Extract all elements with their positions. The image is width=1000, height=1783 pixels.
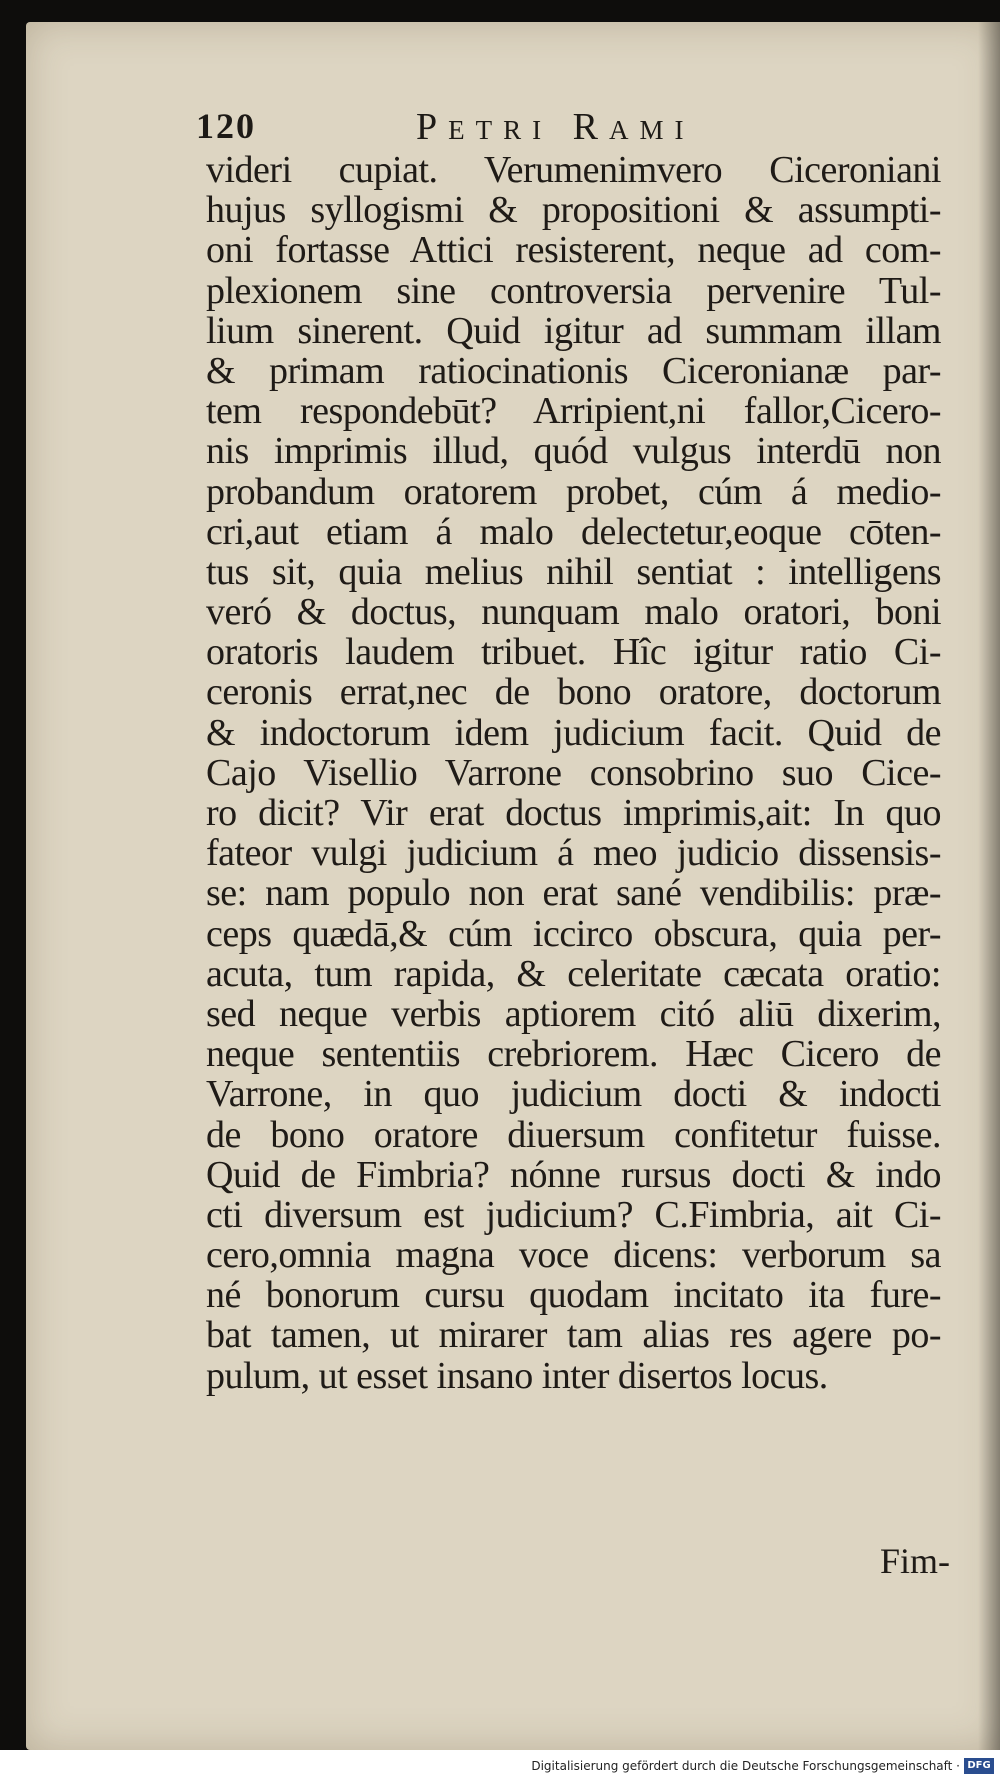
digitization-credit: Digitalisierung gefördert durch die Deutsche Forschungsgemeinschaft · [531,1759,960,1773]
text-line: pulum, ut esset insano inter disertos locus. [206,1354,828,1397]
page-gutter-shadow [978,22,1000,1750]
text-line: videri cupiat. Verumenimvero Ciceroniani [206,149,941,191]
text-line: bat tamen, ut mirarer tam alias res agere po- [206,1314,941,1357]
text-line: ceps quædā,& cúm iccirco obscura, quia per- [206,912,941,955]
text-line: cri,aut etiam á malo delectetur,eoque cōten- [206,510,941,553]
text-line: probandum oratorem probet, cúm á medio- [206,470,941,513]
text-line: ceronis errat,nec de bono oratore, doctorum [206,671,941,714]
footer-bar [0,1750,1000,1783]
text-line: hujus syllogismi & propositioni & assumpti- [206,189,941,232]
text-line: tem respondebūt? Arripient,ni fallor,Cicero- [206,390,941,433]
text-line: Quid de Fimbria? nónne rursus docti & indo [206,1153,941,1196]
running-head [196,105,856,149]
text-line: fateor vulgi judicium á meo judicio dissensis- [206,832,941,875]
text-line: plexionem sine controversia pervenire Tul- [206,269,941,312]
text-line: acuta, tum rapida, & celeritate cæcata oratio: [206,952,941,995]
text-line: Cajo Visellio Varrone consobrino suo Cice- [206,751,941,794]
text-line: Varrone, in quo judicium docti & indocti [206,1073,941,1116]
text-line: sed neque verbis aptiorem citó aliū dixerim, [206,992,941,1035]
body-text [206,150,941,1396]
text-line: né bonorum cursu quodam incitato ita fure- [206,1274,941,1317]
page-number: 120 [196,106,256,146]
text-line: veró & doctus, nunquam malo oratori, boni [206,591,941,634]
text-line: lium sinerent. Quid igitur ad summam illam [206,309,941,352]
text-line: oratoris laudem tribuet. Hîc igitur ratio Ci- [206,631,941,674]
text-line: neque sententiis crebriorem. Hæc Cicero de [206,1033,941,1076]
text-line: ro dicit? Vir erat doctus imprimis,ait: In quo [206,792,941,834]
text-line: cti diversum est judicium? C.Fimbria, ait Ci- [206,1193,941,1236]
text-line: cero,omnia magna voce dicens: verborum sa [206,1234,941,1277]
text-line: & primam ratiocinationis Ciceronianæ par- [206,349,941,392]
text-line: se: nam populo non erat sané vendibilis: præ- [206,872,941,915]
catchword: Fim- [880,1541,951,1581]
text-line: oni fortasse Attici resisterent, neque ad com- [206,229,941,272]
text-line: de bono oratore diuersum confitetur fuisse. [206,1113,941,1156]
dfg-logo: DFG [964,1758,994,1774]
text-line: nis imprimis illud, quód vulgus interdū non [206,430,941,473]
text-line: tus sit, quia melius nihil sentiat : intelligens [206,550,941,593]
running-title: Petri Rami [416,106,695,148]
text-line: & indoctorum idem judicium facit. Quid de [206,711,941,754]
